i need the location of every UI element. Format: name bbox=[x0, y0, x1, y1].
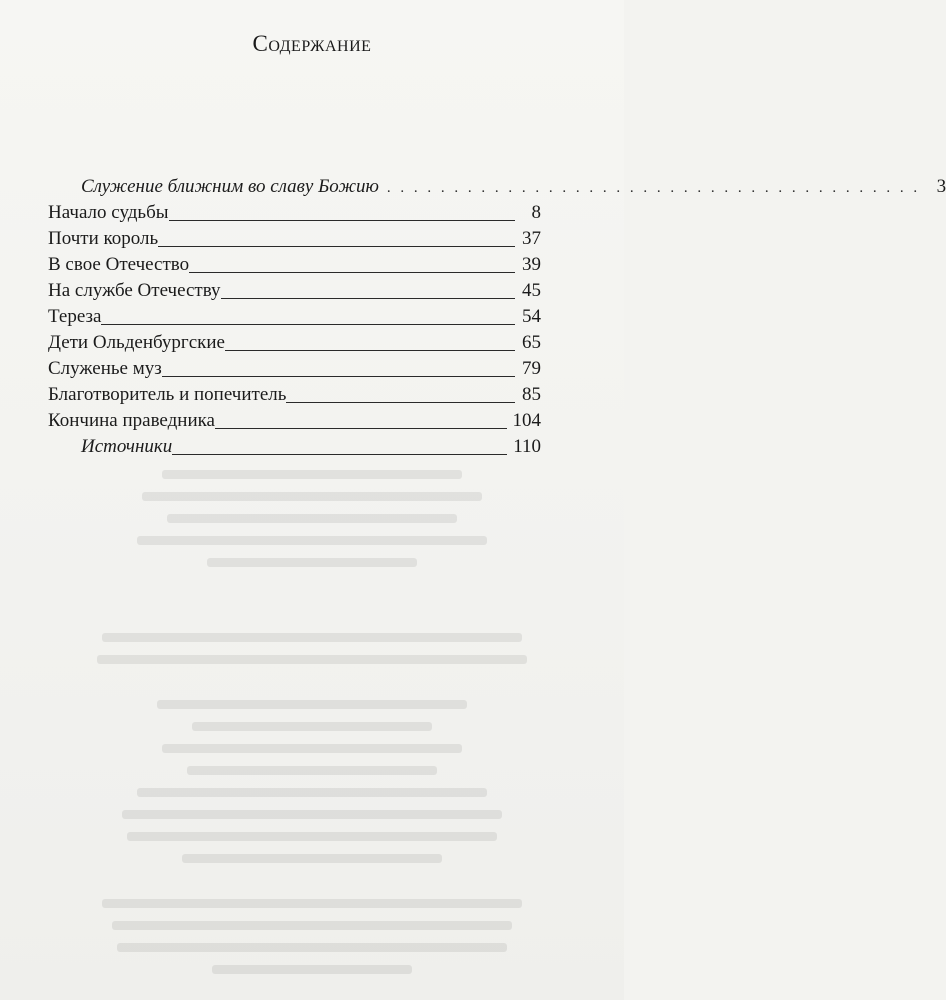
page-title: Содержание bbox=[252, 31, 372, 56]
toc-entry-page: 79 bbox=[522, 358, 541, 379]
toc-entry-title: Благотворитель и попечитель bbox=[48, 384, 287, 405]
toc-entry[interactable] bbox=[48, 226, 541, 252]
toc-entry[interactable] bbox=[48, 304, 541, 330]
toc-entry-page: 54 bbox=[522, 306, 541, 327]
toc-entry[interactable] bbox=[48, 200, 541, 226]
toc-entry[interactable] bbox=[48, 252, 541, 278]
toc-entry-page: 39 bbox=[522, 254, 541, 275]
toc-entry-title: На службе Отечеству bbox=[48, 280, 221, 301]
toc-entry-page: 85 bbox=[522, 384, 541, 405]
toc-entry-title: Дети Ольденбургские bbox=[48, 332, 225, 353]
toc-entry-title: Начало судьбы bbox=[48, 202, 169, 223]
toc-line-leader bbox=[172, 454, 507, 455]
toc-entry-page: 45 bbox=[522, 280, 541, 301]
toc-entry-title: Почти король bbox=[48, 228, 159, 249]
toc-entry-title: Тереза bbox=[48, 306, 102, 327]
toc-entry[interactable] bbox=[48, 434, 541, 460]
toc-entry-page: 104 bbox=[512, 410, 541, 431]
toc-entry-page: 110 bbox=[513, 436, 541, 457]
toc-entry[interactable] bbox=[48, 382, 541, 408]
toc-entry[interactable] bbox=[48, 278, 541, 304]
toc-entry-title: Служенье муз bbox=[48, 358, 162, 379]
toc-line-leader bbox=[169, 220, 515, 221]
toc-entry-page: 8 bbox=[531, 202, 541, 223]
toc-line-leader bbox=[225, 350, 515, 351]
toc-line-leader bbox=[189, 272, 515, 273]
toc-entry-title: Служение ближним во славу Божию bbox=[81, 176, 379, 197]
toc-entry-page: 3 bbox=[936, 176, 946, 197]
toc-entry-title: Кончина праведника bbox=[48, 410, 215, 431]
toc-dot-leader: . . . . . . . . . . . . . . . . . . . . . . . . . . . . . . . . . . . . . . . . bbox=[386, 180, 921, 196]
toc-entry[interactable] bbox=[48, 408, 541, 434]
toc-entry[interactable] bbox=[48, 356, 541, 382]
toc-line-leader bbox=[215, 428, 507, 429]
toc-line-leader bbox=[221, 298, 515, 299]
toc-entry-title: В свое Отечество bbox=[48, 254, 190, 275]
toc-line-leader bbox=[158, 246, 515, 247]
toc-entry[interactable] bbox=[48, 330, 541, 356]
toc-entry-title: Источники bbox=[81, 436, 173, 457]
toc-entry-page: 37 bbox=[522, 228, 541, 249]
toc-entry-page: 65 bbox=[522, 332, 541, 353]
toc-line-leader bbox=[286, 402, 515, 403]
show-through-texture bbox=[0, 470, 624, 970]
toc-line-leader bbox=[162, 376, 515, 377]
toc-line-leader bbox=[101, 324, 515, 325]
toc-entry[interactable] bbox=[48, 174, 946, 200]
table-of-contents bbox=[48, 174, 946, 460]
